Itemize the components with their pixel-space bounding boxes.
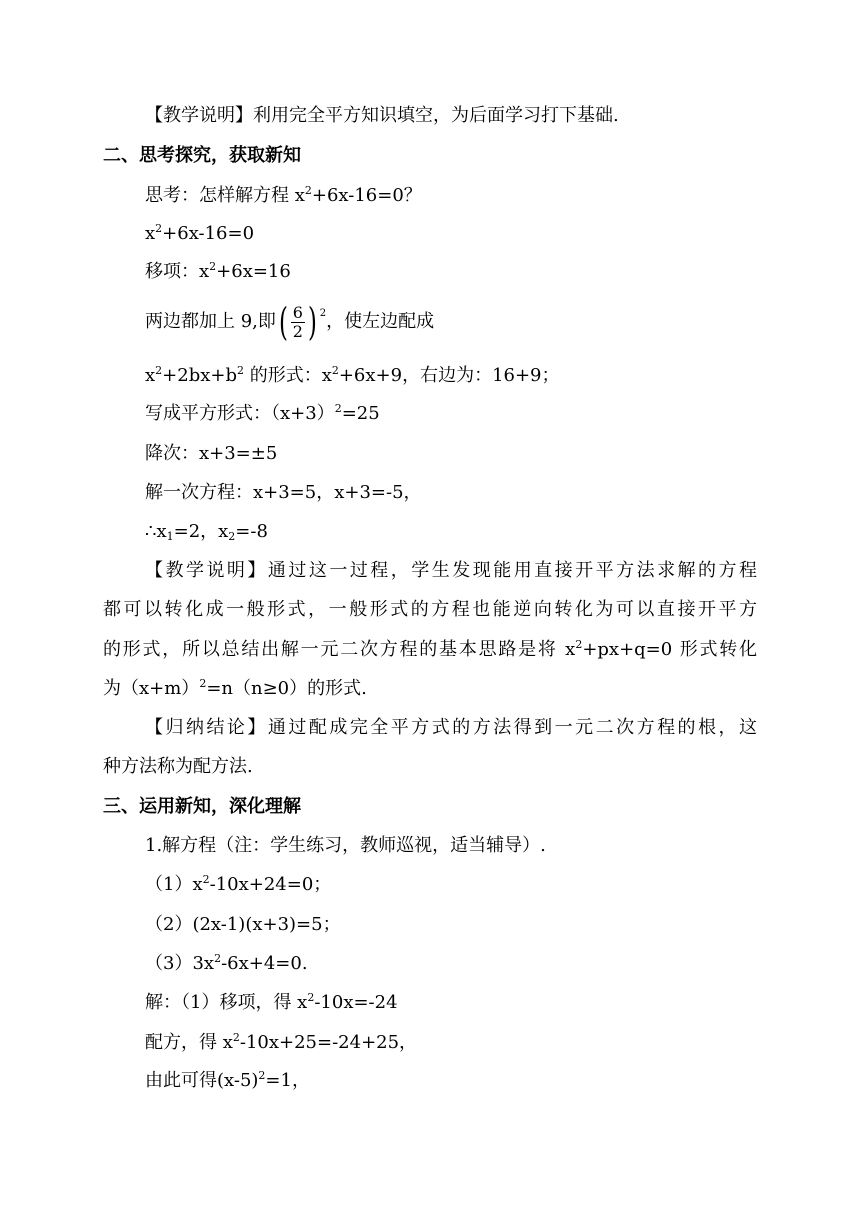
complete-square-form: $x^2+2bx+b^2$ 的形式：$x^2+6x+9$，右边为：16+9； [145, 364, 560, 386]
section-heading-3: 三、运用新知，深化理解 [103, 796, 301, 817]
teaching-note-2-line-4: 为$(x+m)^2=n(n\ge 0)$的形式. [103, 677, 367, 699]
solution-step-1: 解：（1）移项，得 $x^2-10x=-24$ [145, 991, 398, 1013]
equation-line: $x^2+6x-16=0$ [145, 222, 255, 244]
solution-step-3: 由此可得$(x-5)^2=1$， [145, 1069, 310, 1091]
reduce-degree-step: 降次：x+3=±5 [145, 443, 278, 464]
conclusion-line-2: 种方法称为配方法. [103, 756, 253, 777]
linear-solve-step: 解一次方程：x+3=5，x+3=-5， [145, 482, 422, 503]
teaching-note-2-line-1: 【教学说明】通过这一过程，学生发现能用直接开平方法求解的方程 [145, 560, 757, 581]
think-question: 思考：怎样解方程 $x^2+6x-16=0$？ [145, 184, 422, 206]
transpose-step: 移项：$x^2+6x=16$ [145, 260, 291, 282]
add-nine-step: 两边都加上 9,即 ( $\frac{6}{2}$ ) 2 ，使左边配成 [145, 300, 435, 344]
exercise-1-part-2: （2）(2x-1)(x+3)=5； [145, 914, 341, 935]
section-heading-2: 二、思考探究，获取新知 [103, 145, 301, 166]
teaching-note-2-line-2: 都可以转化成一般形式，一般形式的方程也能逆向转化为可以直接开平方 [103, 599, 757, 620]
square-form-step: 写成平方形式：$(x+3)^2=25$ [145, 402, 380, 424]
fraction-expression: ( $\frac{6}{2}$ ) 2 [278, 300, 327, 344]
exercise-1: 1.解方程（注：学生练习，教师巡视，适当辅导）. [145, 835, 546, 856]
solution-step-2: 配方，得 $x^2-10x+25=-24+25$， [145, 1031, 418, 1053]
roots-result: $\therefore x_1=2$，$x_2=-8$ [145, 521, 268, 543]
teaching-note-1: 【教学说明】利用完全平方知识填空，为后面学习打下基础. [145, 105, 619, 126]
teaching-note-2-line-3: 的形式，所以总结出解一元二次方程的基本思路是将 $x^2+px+q=0$ 形式转化 [103, 638, 757, 660]
conclusion-line-1: 【归纳结论】通过配成完全平方式的方法得到一元二次方程的根，这 [145, 717, 757, 738]
exercise-1-part-1: $(1)x^2-10x+24=0$； [145, 873, 332, 895]
exercise-1-part-3: $(3)3x^2-6x+4=0$. [145, 952, 308, 974]
